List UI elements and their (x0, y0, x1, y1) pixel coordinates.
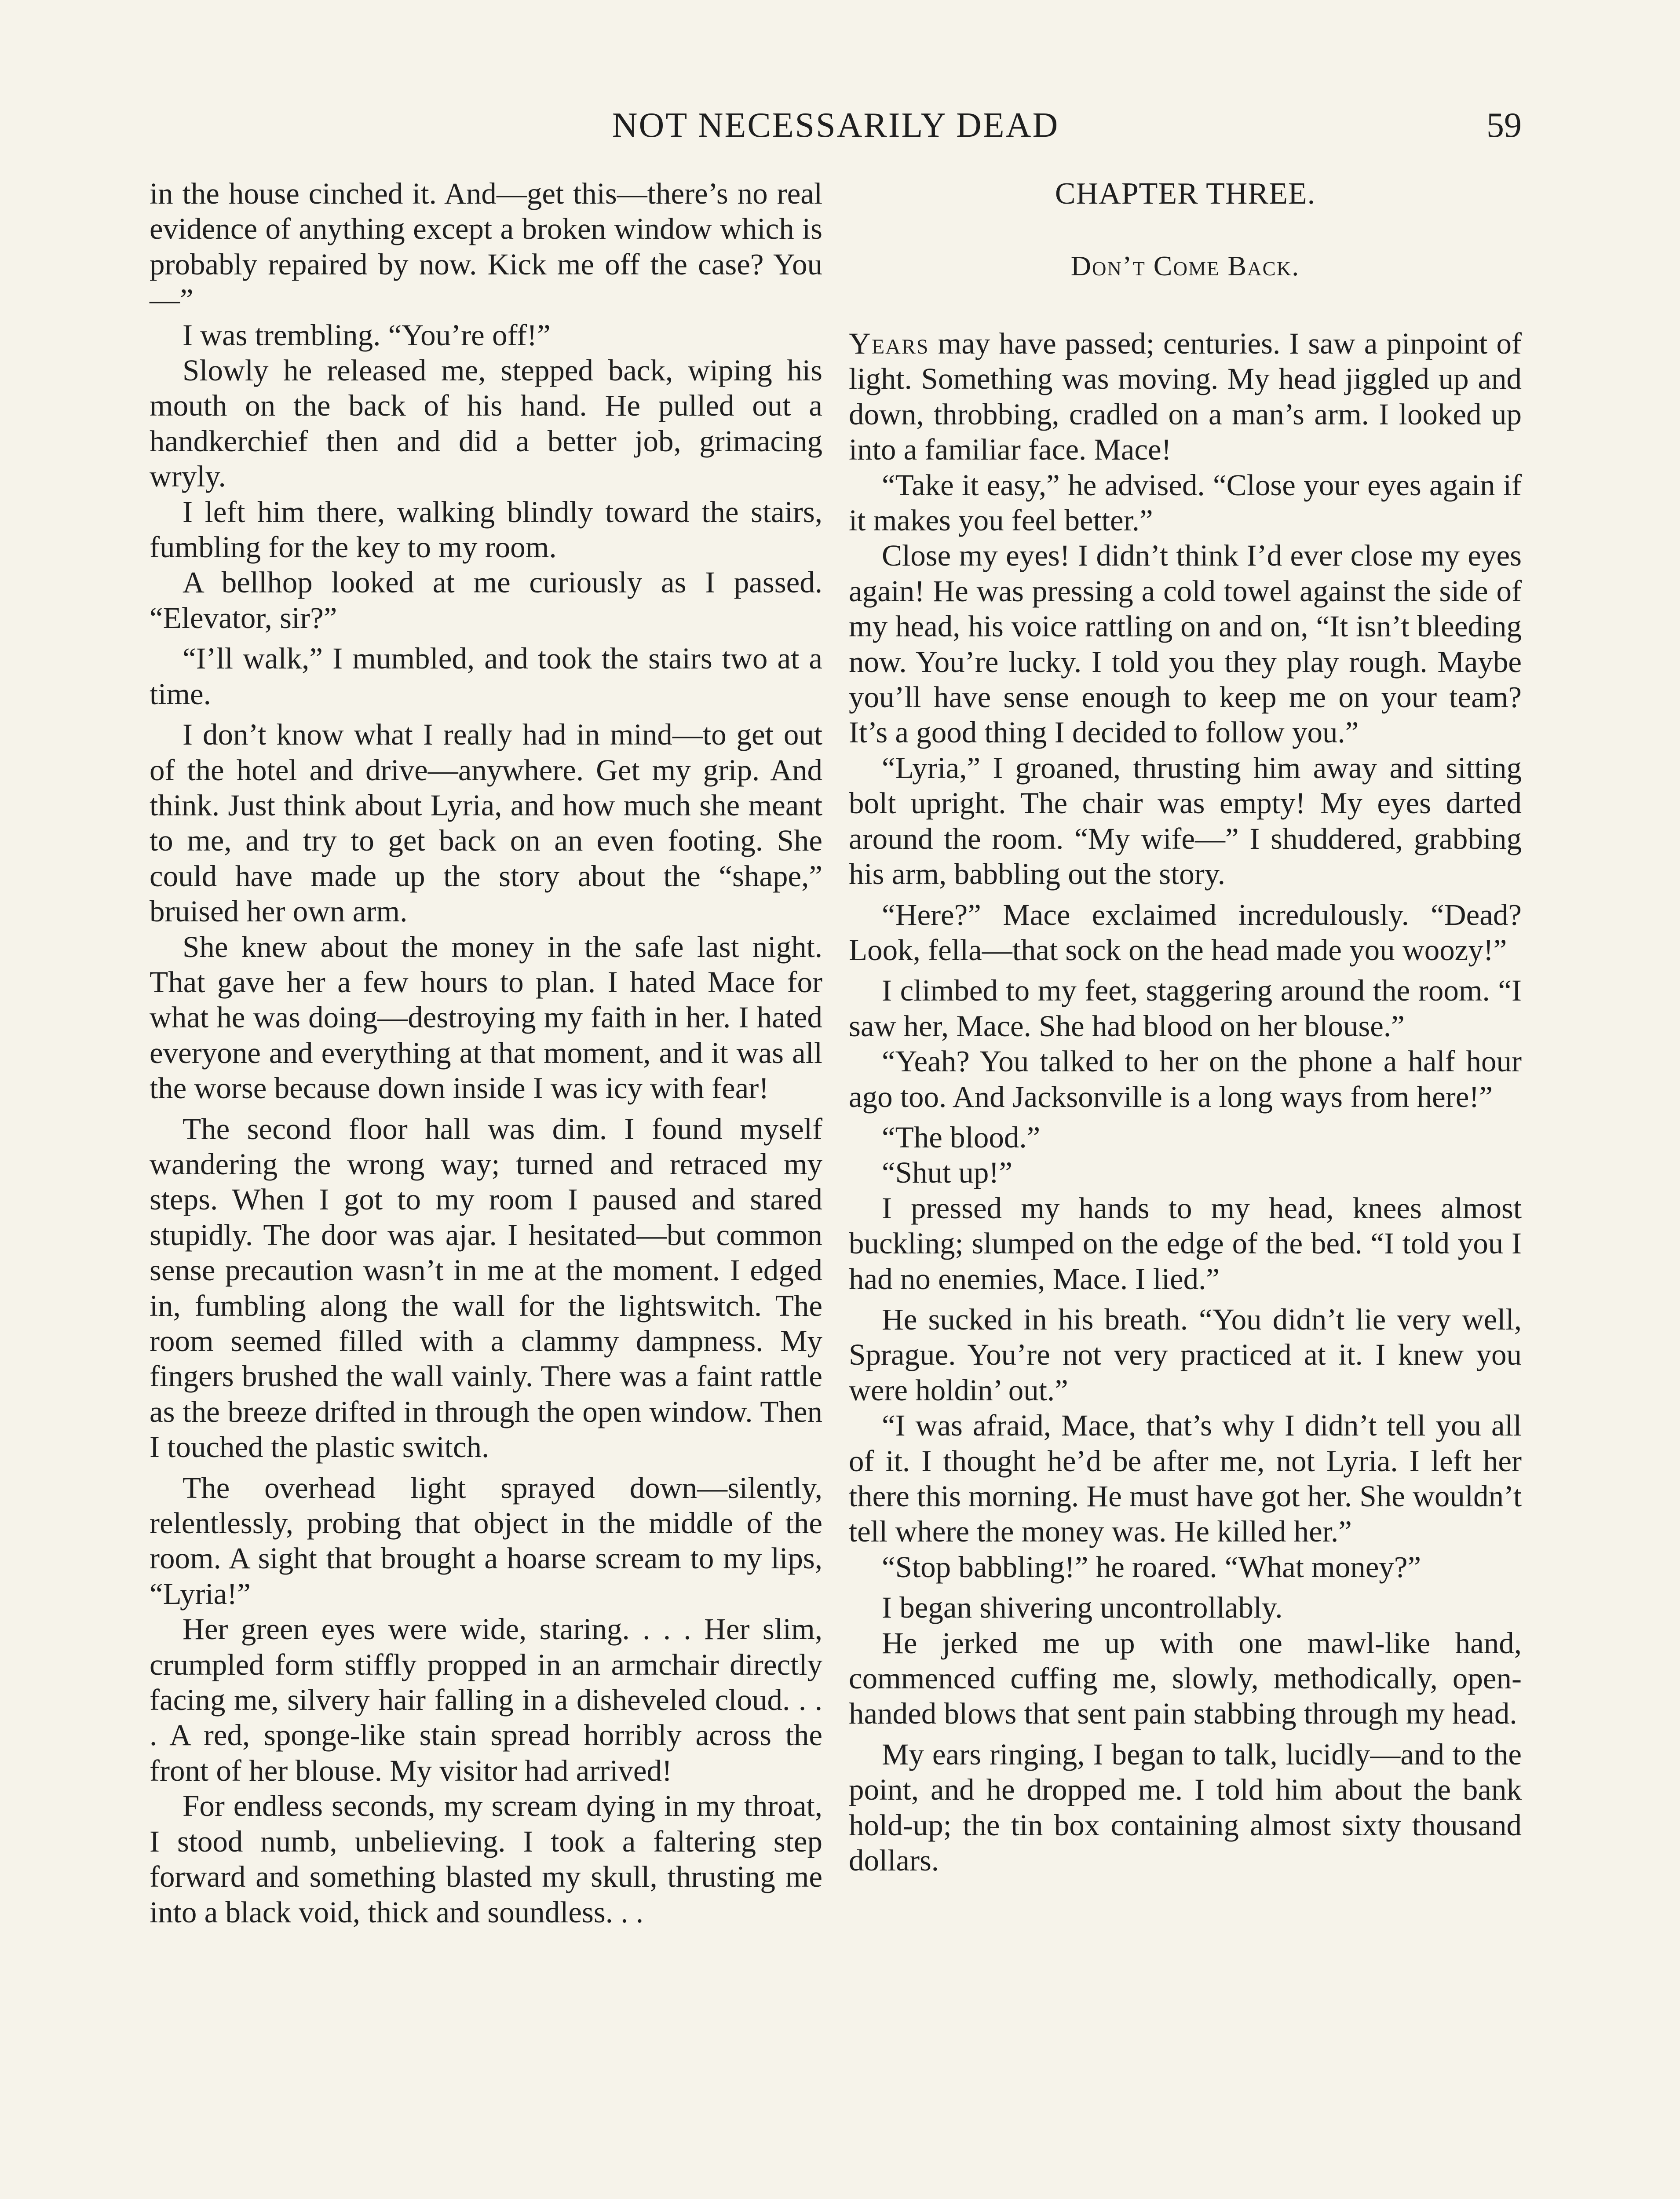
right-column (849, 176, 1522, 1878)
paragraph: I climbed to my feet, staggering around the room. “I saw her, Mace. She had blood on her blouse.” (849, 974, 1522, 1043)
paragraph: in the house cinched it. And—get this—there’s no real evidence of anything except a broken window which is probably repaired by now. Kick me off the case? You—” (150, 177, 822, 317)
opening-word: Years (849, 327, 929, 360)
paragraph: Close my eyes! I didn’t think I’d ever close my eyes again! He was pressing a cold towel against the side of my head, his voice rattling on and on, “It isn’t bleeding now. You’re lucky. I told you they play rough. Maybe you’ll have sense enough to keep me on your team? It’s a good thing I decided to follow you.” (849, 539, 1522, 749)
paragraph: “Here?” Mace exclaimed incredulously. “Dead? Look, fella—that sock on the head made you woozy!” (849, 898, 1522, 967)
paragraph: The second floor hall was dim. I found myself wandering the wrong way; turned and retraced my steps. When I got to my room I paused and stared stupidly. The door was ajar. I hesitated—but common sense precaution wasn’t in me at the moment. I edged in, fumbling along the wall for the lightswitch. The room seemed filled with a clammy dampness. My fingers brushed the wall vainly. There was a faint rattle as the breeze drifted in through the open window. Then I touched the plastic switch. (150, 1112, 822, 1464)
paragraph: I pressed my hands to my head, knees almost buckling; slumped on the edge of the bed. “I told you I had no enemies, Mace. I lied.” (849, 1191, 1522, 1296)
paragraph: I began shivering uncontrollably. (882, 1591, 1283, 1625)
paragraph: My ears ringing, I began to talk, lucidly—and to the point, and he dropped me. I told him about the bank hold-up; the tin box containing almost sixty thousand dollars. (849, 1737, 1522, 1878)
paragraph: “Take it easy,” he advised. “Close your eyes again if it makes you feel better.” (849, 468, 1522, 537)
paragraph: “Lyria,” I groaned, thrusting him away and sitting bolt upright. The chair was empty! My eyes darted around the room. “My wife—” I shuddered, grabbing his arm, babbling out the story. (849, 751, 1522, 891)
chapter-subtitle: Don’t Come Back. (1070, 250, 1300, 281)
paragraph: I don’t know what I really had in mind—to get out of the hotel and drive—anywhere. Get my grip. And think. Just think about Lyria, and how much she meant to me, and try to get back on an even footing. She could have made up the story about the “shape,” bruised her own arm. (150, 718, 822, 928)
paragraph: The overhead light sprayed down—silently, relentlessly, probing that object in the middle of the room. A sight that brought a hoarse scream to my lips, “Lyria!” (150, 1471, 822, 1611)
paragraph: He sucked in his breath. “You didn’t lie very well, Sprague. You’re not very practiced at it. I knew you were holdin’ out.” (849, 1302, 1522, 1407)
page-header (150, 103, 1522, 152)
chapter-title: CHAPTER THREE. (1055, 177, 1316, 211)
paragraph: “Stop babbling!” he roared. “What money?” (882, 1550, 1421, 1584)
opening-paragraph (849, 326, 1522, 468)
paragraph: I was trembling. “You’re off!” (183, 318, 551, 352)
paragraph: I left him there, walking blindly toward the stairs, fumbling for the key to my room. (150, 495, 822, 564)
paragraph: A bellhop looked at me curiously as I passed. “Elevator, sir?” (150, 566, 822, 635)
paragraph: Slowly he released me, stepped back, wiping his mouth on the back of his hand. He pulled out a handkerchief then and did a better job, grimacing wryly. (150, 354, 822, 493)
paragraph: She knew about the money in the safe last night. That gave her a few hours to plan. I hated Mace for what he was doing—destroying my faith in her. I hated everyone and everything at that moment, and it was all the worse because down inside I was icy with fear! (150, 930, 822, 1105)
running-title: NOT NECESSARILY DEAD (612, 106, 1059, 145)
paragraph: For endless seconds, my scream dying in my throat, I stood numb, unbelieving. I took a faltering step forward and something blasted my skull, thrusting me into a black void, thick and soundless. . . (150, 1789, 822, 1929)
paragraph: “Yeah? You talked to her on the phone a half hour ago too. And Jacksonville is a long ways from here!” (849, 1045, 1522, 1114)
paragraph: “Shut up!” (882, 1156, 1013, 1190)
paragraph: He jerked me up with one mawl-like hand, commenced cuffing me, slowly, methodically, open-handed blows that sent pain stabbing through my head. (849, 1626, 1522, 1731)
paragraph: Her green eyes were wide, staring. . . . Her slim, crumpled form stiffly propped in an armchair directly facing me, silvery hair falling in a disheveled cloud. . . . A red, sponge-like stain spread horribly across the front of her blouse. My visitor had arrived! (150, 1612, 822, 1787)
opening-text: may have passed; centuries. I saw a pinpoint of light. Something was moving. My head jiggled up and down, throbbing, cradled on a man’s arm. I looked up into a familiar face. Mace! (849, 327, 1522, 467)
paragraph: “The blood.” (882, 1120, 1041, 1154)
paragraph: “I’ll walk,” I mumbled, and took the stairs two at a time. (150, 642, 822, 711)
left-column (150, 176, 822, 1930)
page-number: 59 (1486, 106, 1522, 145)
paragraph: “I was afraid, Mace, that’s why I didn’t tell you all of it. I thought he’d be after me, not Lyria. I left her there this morning. He must have got her. She wouldn’t tell where the money was. He killed her.” (849, 1409, 1522, 1549)
